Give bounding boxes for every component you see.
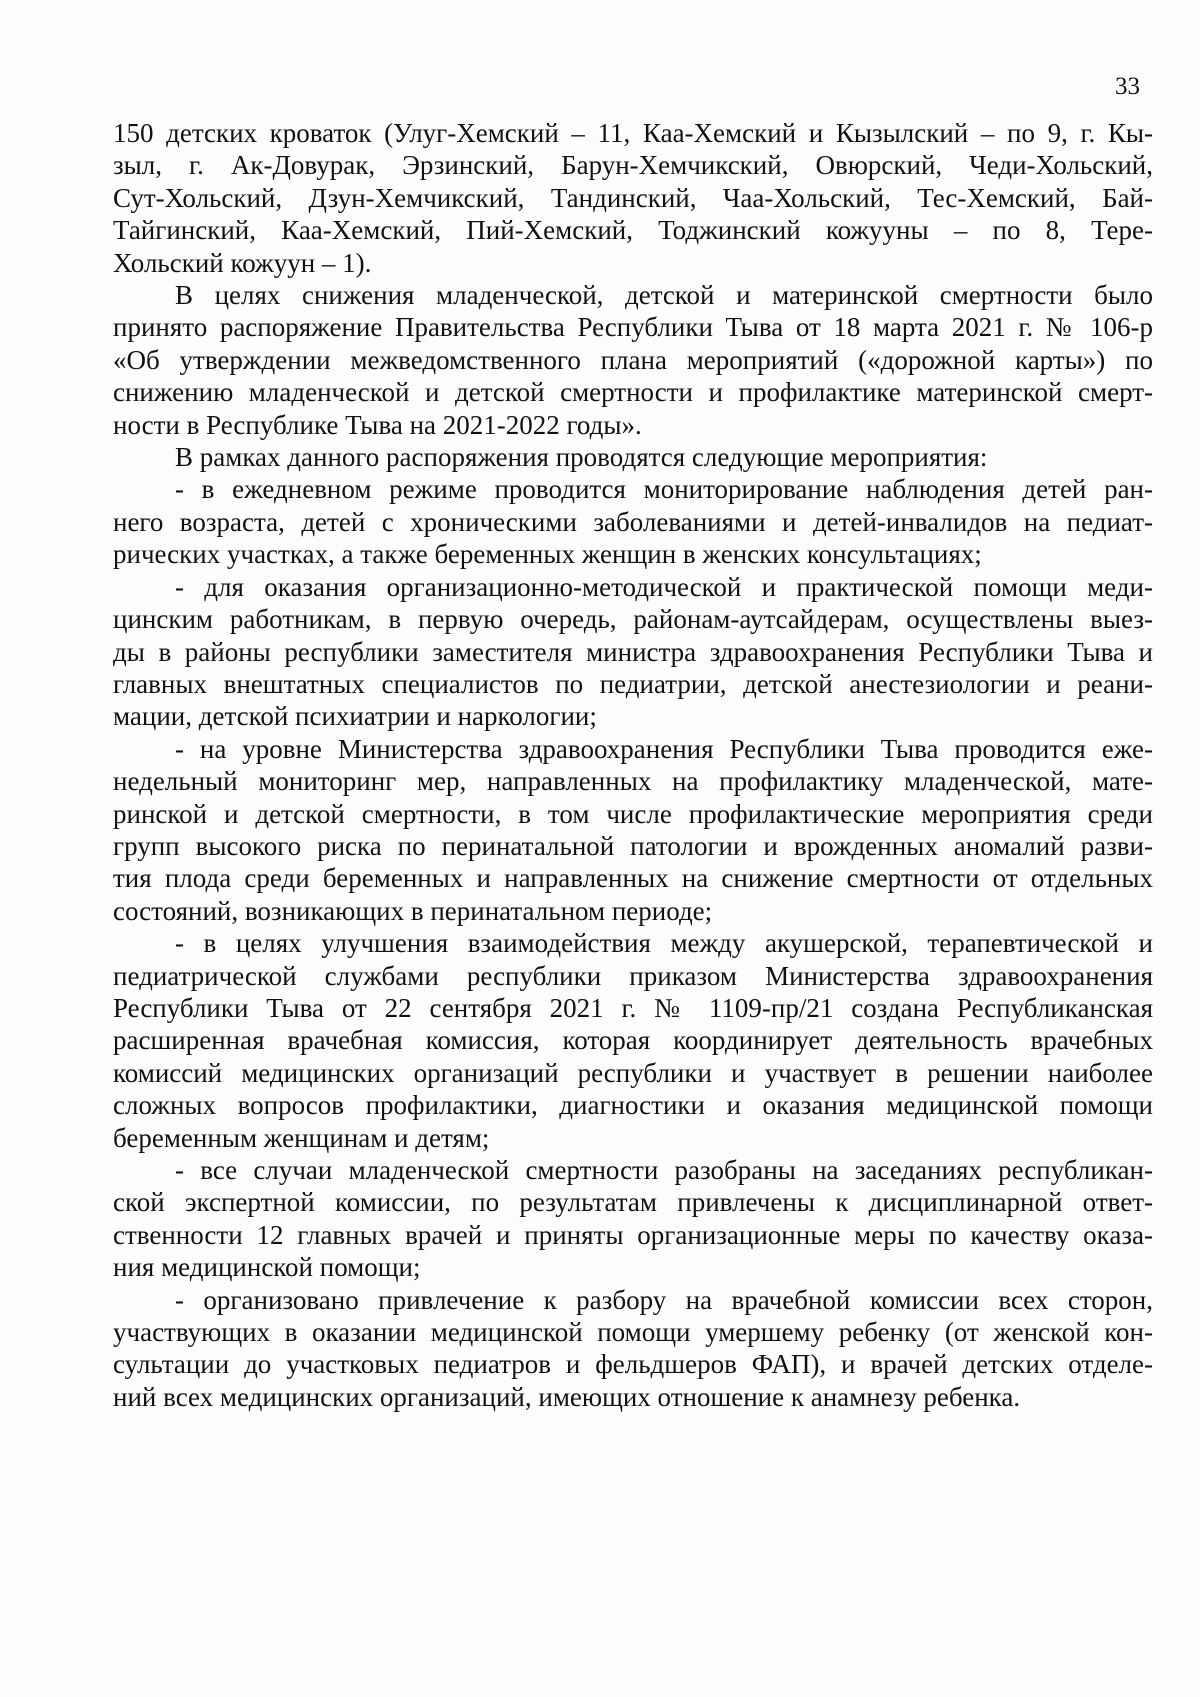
text-line: В целях снижения младенческой, детской и материнской смертности было — [175, 280, 1153, 311]
text-line: - в целях улучшения взаимодействия между акушерской, терапевтической и — [175, 928, 1153, 959]
paragraph — [113, 927, 1153, 1154]
text-line: состояний, возникающих в перинатальном периоде; — [113, 895, 713, 926]
text-line: - на уровне Министерства здравоохранения Республики Тыва проводится еже- — [175, 733, 1153, 764]
text-line: - для оказания организационно-методической и практической помощи меди- — [175, 571, 1153, 602]
text-line: недельный мониторинг мер, направленных на профилактику младенческой, мате- — [113, 766, 1153, 797]
paragraph — [113, 1284, 1153, 1414]
text-line: 150 детских кроваток (Улуг-Хемский – 11, Каа-Хемский и Кызылский – по 9, г. Кы- — [113, 118, 1153, 148]
text-line: Республики Тыва от 22 сентября 2021 г. № 1109-пр/21 создана Республиканская — [113, 992, 1153, 1023]
paragraph — [113, 117, 1153, 279]
text-line: мации, детской психиатрии и наркологии; — [113, 701, 597, 732]
text-line: главных внештатных специалистов по педиатрии, детской анестезиологии и реани- — [113, 668, 1153, 699]
text-line: зыл, г. Ак-Довурак, Эрзинский, Барун-Хемчикский, Овюрский, Чеди-Хольский, — [113, 150, 1153, 181]
text-line: педиатрической службами республики приказом Министерства здравоохранения — [113, 960, 1153, 991]
text-line: расширенная врачебная комиссия, которая координирует деятельность врачебных — [113, 1025, 1153, 1056]
paragraph — [113, 279, 1153, 441]
text-line: ды в районы республики заместителя министра здравоохранения Республики Тыва и — [113, 636, 1153, 667]
text-line: - все случаи младенческой смертности разобраны на заседаниях республикан- — [175, 1155, 1153, 1185]
text-line: рических участках, а также беременных женщин в женских консультациях; — [113, 539, 982, 570]
text-line: ности в Республике Тыва на 2021-2022 годы». — [113, 409, 642, 440]
text-line: него возраста, детей с хроническими заболеваниями и детей-инвалидов на педиат- — [113, 506, 1153, 537]
paragraph — [113, 571, 1153, 733]
text-line: комиссий медицинских организаций республики и участвует в решении наиболее — [113, 1057, 1153, 1088]
page-number: 33 — [1115, 73, 1140, 100]
text-line: снижению младенческой и детской смертности и профилактике материнской смерт- — [113, 377, 1153, 408]
text-line: ния медицинской помощи; — [113, 1252, 421, 1283]
text-line: Хольский кожуун – 1). — [113, 247, 372, 278]
text-line: ственности 12 главных врачей и приняты организационные меры по качеству оказа- — [113, 1219, 1153, 1250]
text-line: групп высокого риска по перинатальной патологии и врожденных аномалий разви- — [113, 830, 1153, 861]
paragraph — [113, 441, 1153, 473]
text-line: сультации до участковых педиатров и фельдшеров ФАП), и врачей детских отделе- — [113, 1349, 1153, 1380]
text-line: - организовано привлечение к разбору на врачебной комиссии всех сторон, — [175, 1284, 1153, 1315]
text-line: В рамках данного распоряжения проводятся следующие мероприятия: — [175, 442, 988, 473]
document-body — [113, 117, 1153, 1413]
text-line: «Об утверждении межведомственного плана мероприятий («дорожной карты») по — [113, 344, 1153, 375]
text-line: участвующих в оказании медицинской помощи умершему ребенку (от женской кон- — [113, 1317, 1153, 1348]
text-line: ний всех медицинских организаций, имеющих отношение к анамнезу ребенка. — [113, 1381, 1021, 1412]
text-line: Тайгинский, Каа-Хемский, Пий-Хемский, Тоджинский кожууны – по 8, Тере- — [113, 215, 1153, 246]
text-line: - в ежедневном режиме проводится мониторирование наблюдения детей ран- — [175, 474, 1153, 505]
text-line: ской экспертной комиссии, по результатам привлечены к дисциплинарной ответ- — [113, 1187, 1153, 1218]
text-line: беременным женщинам и детям; — [113, 1122, 490, 1153]
paragraph — [113, 1154, 1153, 1284]
text-line: цинским работникам, в первую очередь, районам-аутсайдерам, осуществлены выез- — [113, 604, 1153, 635]
text-line: тия плода среди беременных и направленных на снижение смертности от отдельных — [113, 863, 1153, 894]
paragraph — [113, 733, 1153, 927]
text-line: Сут-Хольский, Дзун-Хемчикский, Тандинский, Чаа-Хольский, Тес-Хемский, Бай- — [113, 182, 1153, 213]
text-line: сложных вопросов профилактики, диагностики и оказания медицинской помощи — [113, 1090, 1153, 1121]
paragraph — [113, 473, 1153, 570]
text-line: принято распоряжение Правительства Республики Тыва от 18 марта 2021 г. № 106-р — [113, 312, 1153, 343]
text-line: ринской и детской смертности, в том числе профилактические мероприятия среди — [113, 798, 1153, 829]
